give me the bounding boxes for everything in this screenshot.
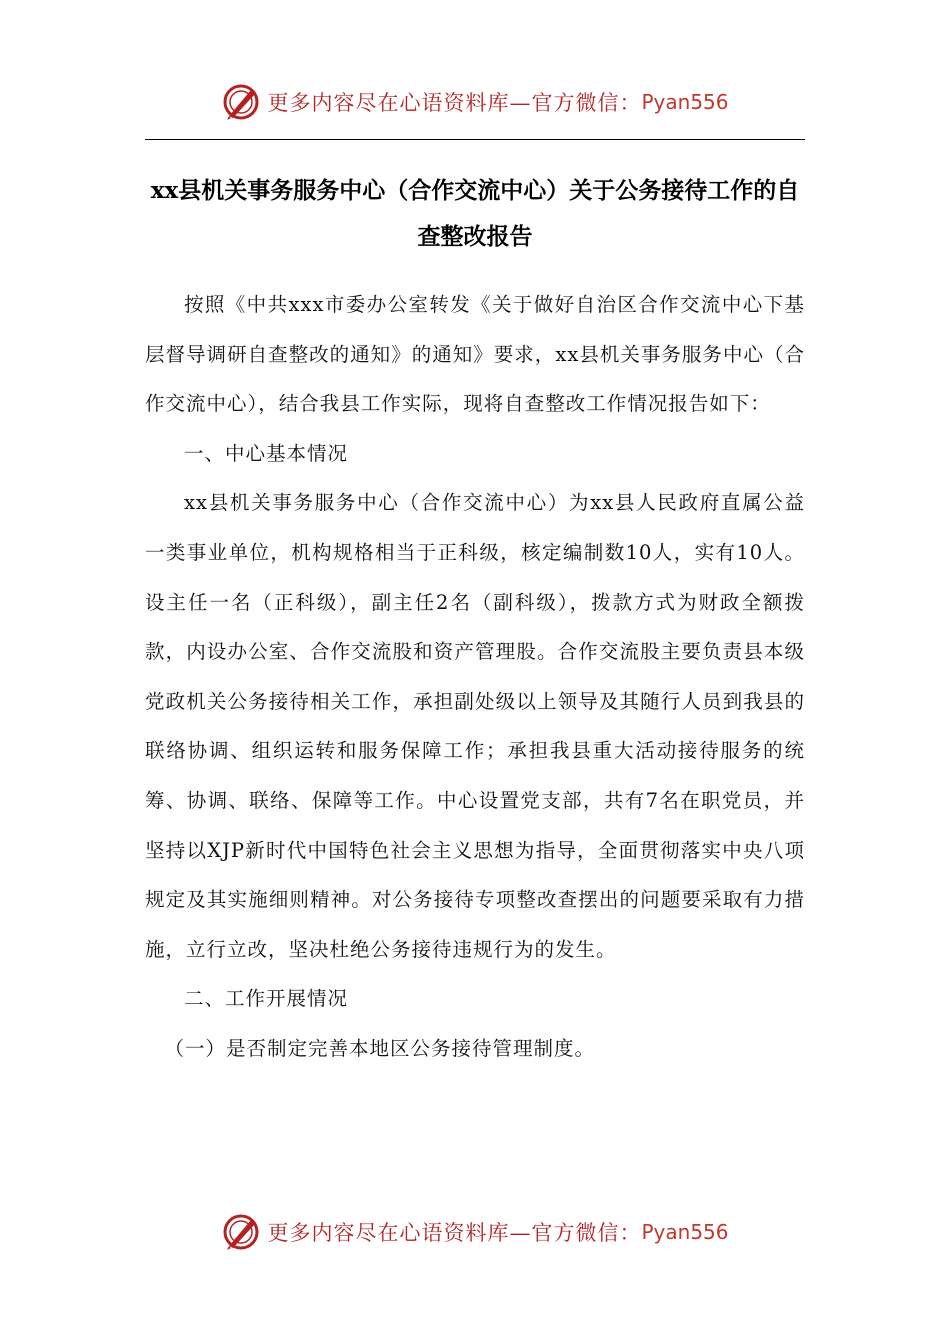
section-heading-1: 一、中心基本情况 [184, 441, 349, 465]
subsection-heading-1: （一）是否制定完善本地区公务接待管理制度。 [164, 1036, 596, 1060]
document-body [145, 280, 805, 1074]
footer-banner [0, 1210, 950, 1254]
header-banner [0, 80, 950, 124]
document-title: xx县机关事务服务中心（合作交流中心）关于公务接待工作的自查整改报告 [150, 177, 800, 250]
pen-logo-icon [221, 82, 261, 122]
pen-logo-icon [221, 1212, 261, 1252]
footer-wechat-id: Pyan556 [641, 1220, 729, 1244]
section-heading-2: 二、工作开展情况 [184, 987, 349, 1011]
basic-info-paragraph: xx县机关事务服务中心（合作交流中心）为xx县人民政府直属公益一类事业单位，机构规格相当于正科级，核定编制数10人，实有10人。设主任一名（正科级），副主任2名（副科级），拨款方式为财政全额拨款，内设办公室、合作交流股和资产管理股。合作交流股主要负责县本级党政机关公务接待相关工作，承担副处级以上领导及其随行人员到我县的联络协调、组织运转和服务保障工作；承担我县重大活动接待服务的统筹、协调、联络、保障等工作。中心设置党支部，共有7名在职党员，并坚持以XJP新时代中国特色社会主义思想为指导，全面贯彻落实中央八项规定及其实施细则精神。对公务接待专项整改查摆出的问题要采取有力措施，立行立改，坚决杜绝公务接待违规行为的发生。 [145, 491, 805, 961]
header-banner-text: 更多内容尽在心语资料库—官方微信： [267, 91, 642, 115]
footer-banner-text: 更多内容尽在心语资料库—官方微信： [267, 1221, 642, 1245]
header-wechat-id: Pyan556 [641, 90, 729, 114]
intro-paragraph: 按照《中共xxx市委办公室转发《关于做好自治区合作交流中心下基层督导调研自查整改的通知》的通知》要求，xx县机关事务服务中心（合作交流中心），结合我县工作实际，现将自查整改工作情况报告如下： [145, 293, 805, 416]
header-divider [145, 139, 805, 140]
